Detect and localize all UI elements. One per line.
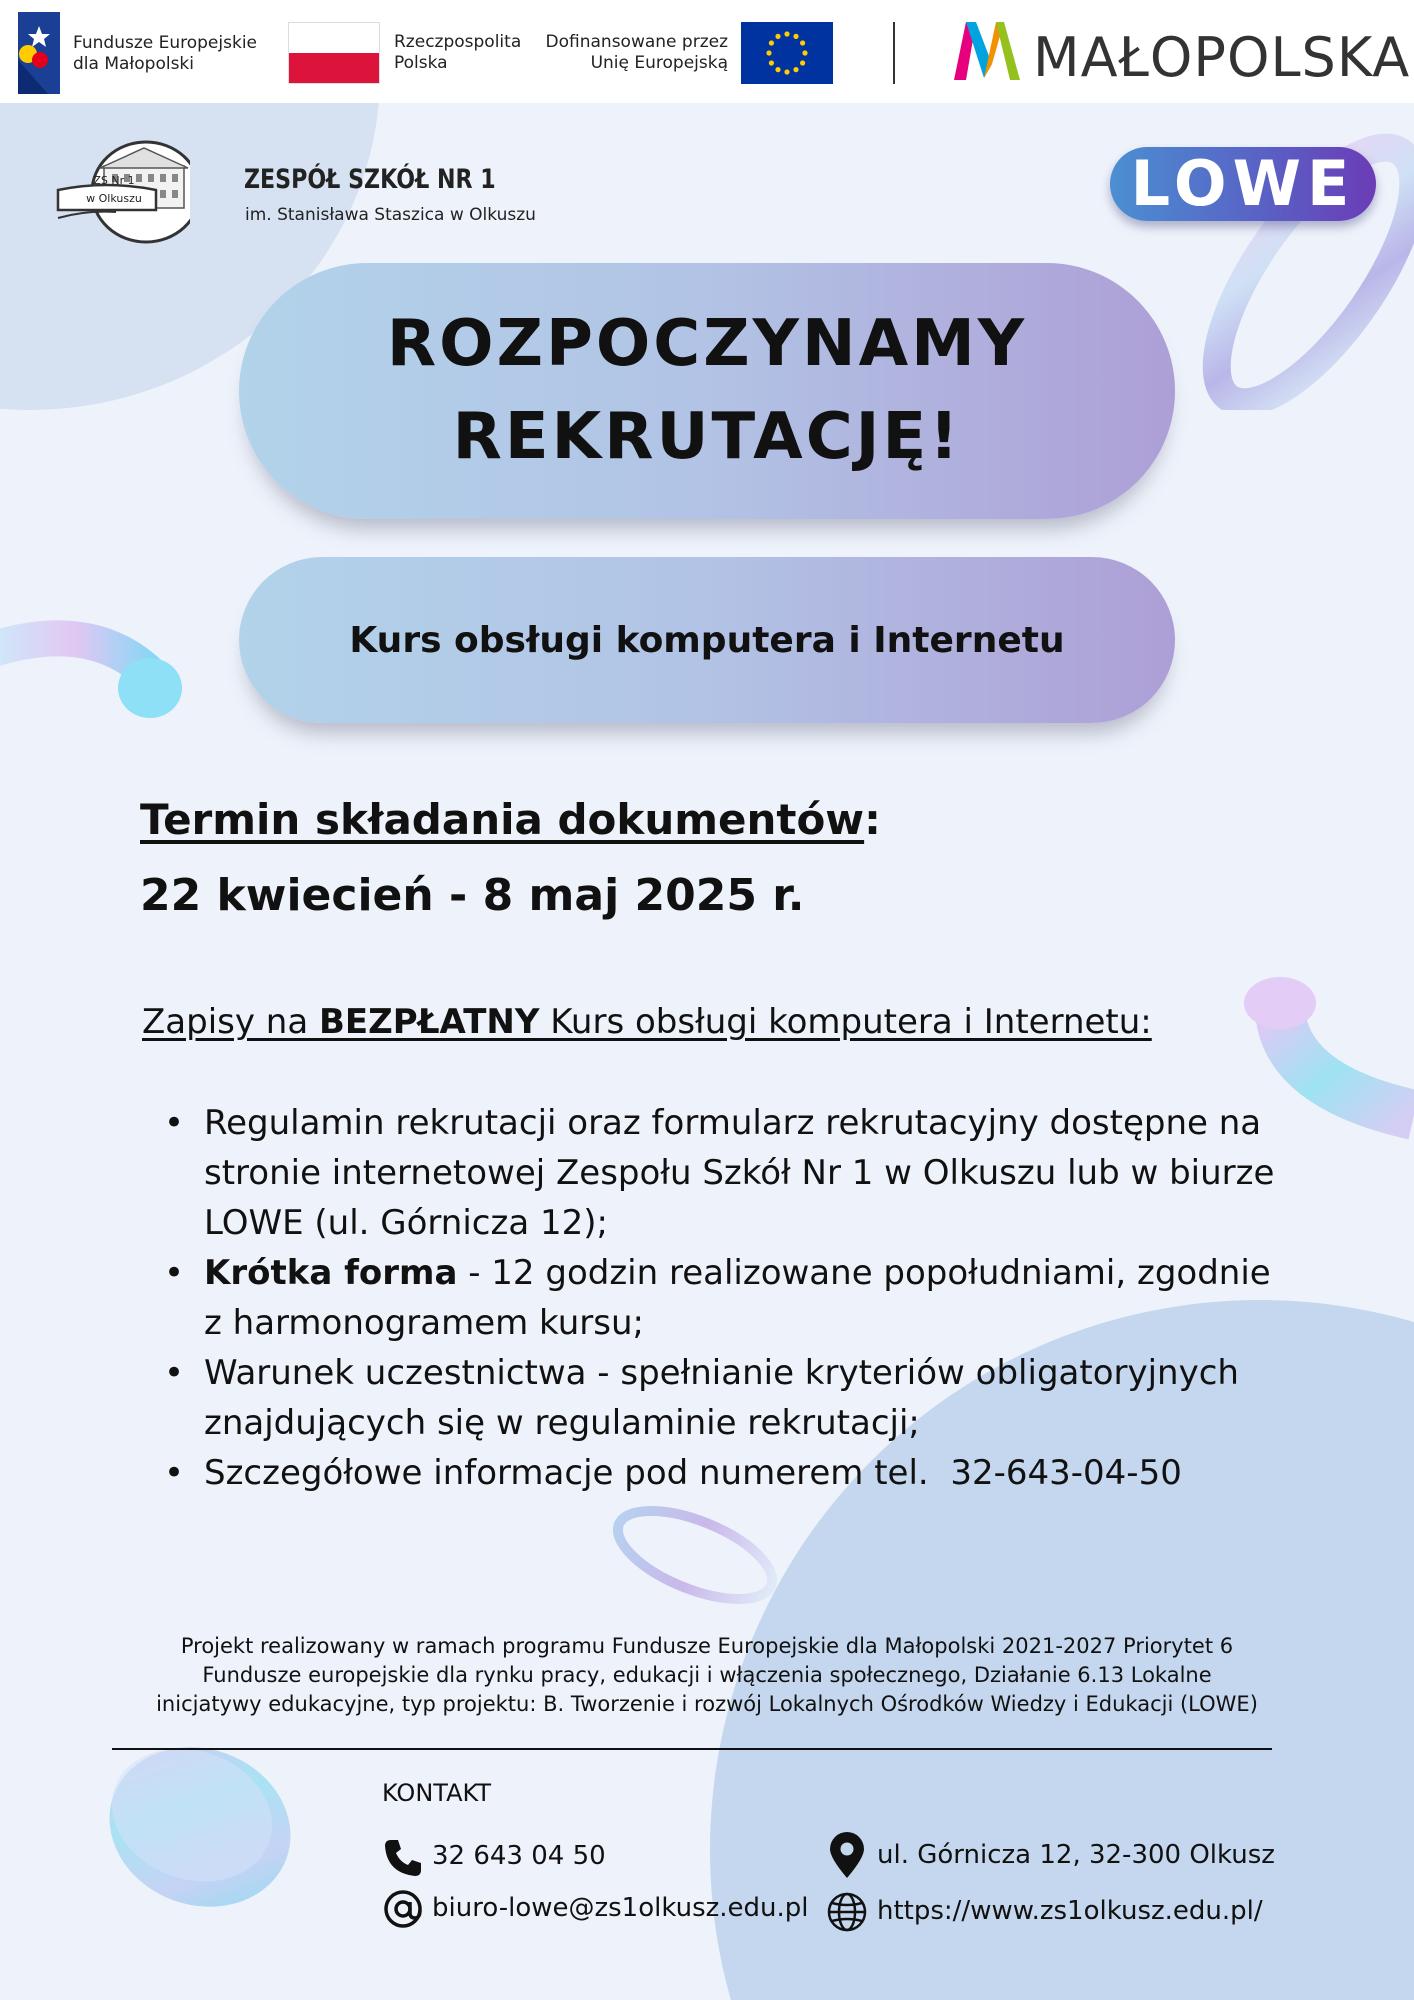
fe-line-2: dla Małopolski xyxy=(73,54,194,74)
eu-line-2: Unię Europejską xyxy=(590,53,728,73)
school-logo-text-2: w Olkuszu xyxy=(86,192,142,205)
at-sign-icon xyxy=(382,1888,424,1930)
location-pin-icon xyxy=(826,1832,868,1880)
globe-icon xyxy=(826,1891,868,1933)
decorative-ring-left xyxy=(0,610,190,730)
bullet-text: Szczegółowe informacje pod numerem tel. 32-643-04-50 xyxy=(204,1453,1182,1493)
decorative-ring-center xyxy=(605,1500,785,1610)
bullet-text: - 12 godzin realizowane popołudniami, zgodnie z harmonogramem kursu; xyxy=(204,1253,1282,1343)
enrollment-heading xyxy=(142,1002,1152,1042)
headline-pill xyxy=(239,263,1175,519)
bullet-text: Regulamin rekrutacji oraz formularz rekrutacyjny dostępne na stronie internetowej Zespołu Szkół Nr 1 w Olkuszu lub w biurze LOWE (ul. Górnicza 12); xyxy=(204,1103,1275,1243)
polish-flag-icon xyxy=(288,22,380,84)
project-funding-note: Projekt realizowany w ramach programu Fundusze Europejskie dla Małopolski 2021-2027 Priorytet 6 Fundusze europejskie dla rynku pracy, edukacji i włączenia społecznego, Działanie 6.13 Lokalne inicjatywy edukacyjne, typ projektu: B. Tworzenie i rozwój Lokalnych Ośrodków Wiedzy i Edukacji (LOWE) xyxy=(156,1634,1258,1716)
list-item xyxy=(164,1248,1294,1348)
enroll-suffix: Kurs obsługi komputera i Internetu: xyxy=(539,1002,1152,1042)
contact-website[interactable]: https://www.zs1olkusz.edu.pl/ xyxy=(877,1896,1263,1926)
contact-phone[interactable]: 32 643 04 50 xyxy=(432,1841,606,1871)
course-title-pill xyxy=(239,557,1175,723)
rp-line-2: Polska xyxy=(394,53,448,73)
course-title: Kurs obsługi komputera i Internetu xyxy=(349,619,1065,661)
school-logo-text-1: ZS Nr 1 xyxy=(93,174,135,187)
bullet-text: Warunek uczestnictwa - spełnianie kryteriów obligatoryjnych znajdujących się w regulaminie rekrutacji; xyxy=(204,1353,1239,1443)
eu-flag-icon xyxy=(741,22,833,84)
school-subtitle: im. Stanisława Staszica w Olkuszu xyxy=(245,205,536,225)
phone-icon xyxy=(382,1837,424,1879)
rp-line-1: Rzeczpospolita xyxy=(394,32,522,52)
malopolska-wordmark: MAŁOPOLSKA xyxy=(1033,26,1411,89)
malopolska-m-logo xyxy=(954,18,1020,84)
headline: ROZPOCZYNAMY REKRUTACJĘ! xyxy=(386,307,1028,474)
rzeczpospolita-text xyxy=(394,32,521,74)
funding-logos-bar xyxy=(0,0,1414,103)
eu-cofinanced-text xyxy=(540,32,728,74)
enroll-prefix: Zapisy na xyxy=(142,1002,319,1042)
deadline-label-text: Termin składania dokumentów xyxy=(140,795,865,844)
contact-address: ul. Górnicza 12, 32-300 Olkusz xyxy=(877,1840,1275,1870)
fe-line-1: Fundusze Europejskie xyxy=(73,33,257,53)
list-item xyxy=(164,1348,1294,1448)
decorative-disc-bottom-left xyxy=(100,1735,300,1915)
contact-title: KONTAKT xyxy=(382,1779,492,1807)
fundusze-europejskie-logo xyxy=(18,12,60,94)
list-item xyxy=(164,1098,1294,1248)
deadline-dates: 22 kwiecień - 8 maj 2025 r. xyxy=(140,870,805,921)
enroll-free: BEZPŁATNY xyxy=(319,1002,540,1042)
school-name: ZESPÓŁ SZKÓŁ NR 1 xyxy=(244,164,496,195)
fundusze-europejskie-text xyxy=(73,33,257,75)
school-building-logo xyxy=(56,140,190,250)
deadline-colon: : xyxy=(864,795,881,844)
footer-divider xyxy=(112,1748,1272,1750)
eu-line-1: Dofinansowane przez xyxy=(545,32,728,52)
lowe-badge: LOWE xyxy=(1110,147,1376,221)
logo-divider xyxy=(893,22,895,84)
bullet-bold: Krótka forma xyxy=(204,1253,458,1293)
list-item xyxy=(164,1448,1294,1498)
contact-email[interactable]: biuro-lowe@zs1olkusz.edu.pl xyxy=(432,1893,809,1923)
info-bullet-list xyxy=(164,1098,1294,1498)
deadline-label xyxy=(140,795,881,844)
